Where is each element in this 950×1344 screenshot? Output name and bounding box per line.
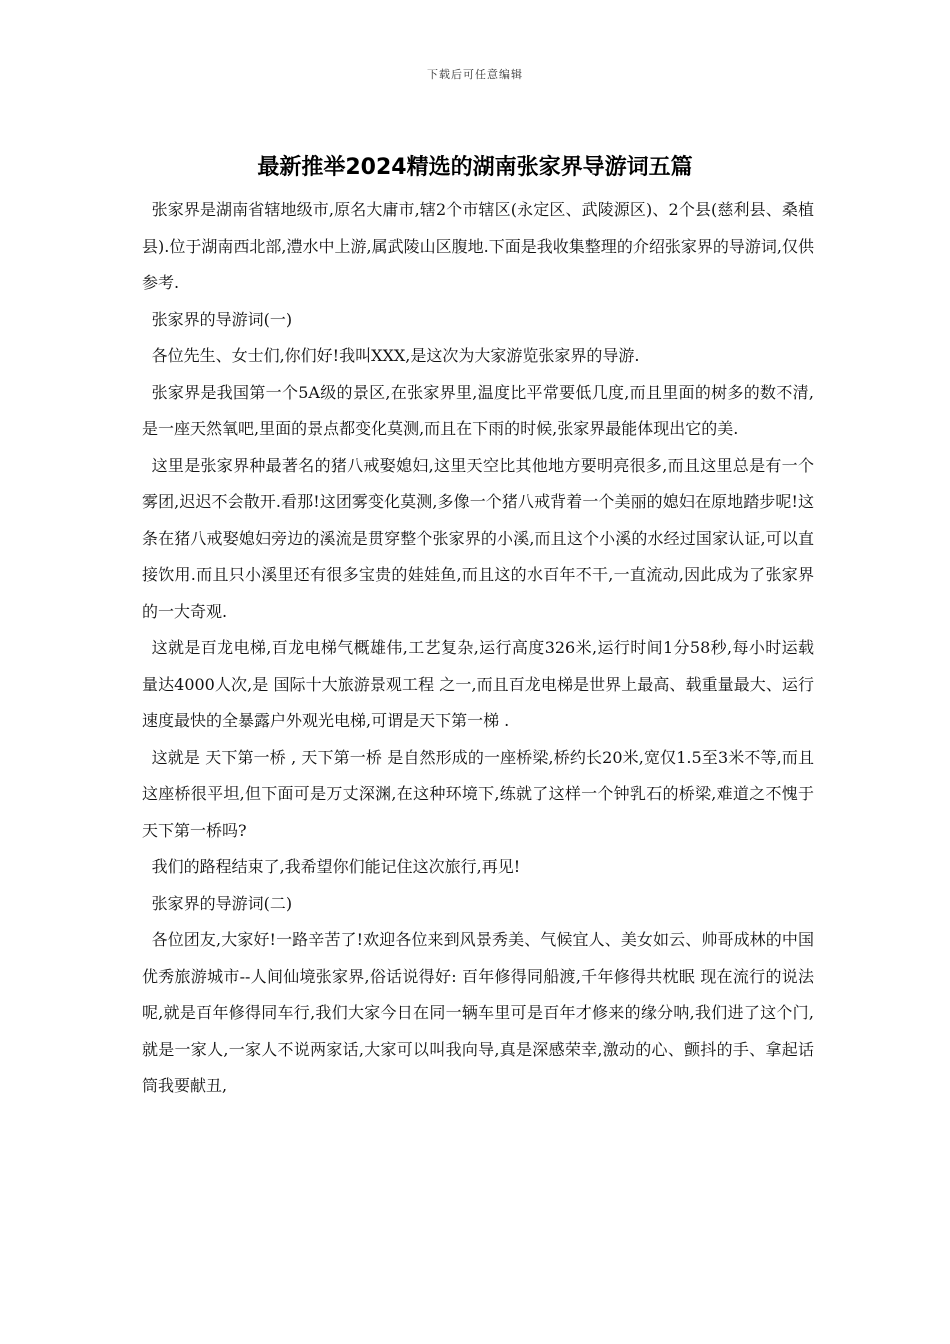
section-heading-2: 张家界的导游词(二) bbox=[151, 893, 293, 913]
header-note: 下载后可任意编辑 bbox=[427, 68, 523, 81]
document-title: 最新推举2024精选的湖南张家界导游词五篇 bbox=[257, 155, 693, 180]
paragraph-greeting: 各位先生、女士们,你们好!我叫XXX,是这次为大家游览张家界的导游. bbox=[151, 346, 640, 365]
paragraph-welcome: 各位团友,大家好!一路辛苦了!欢迎各位来到风景秀美、气候宜人、美女如云、帅哥成林的中国优秀旅游城市--人间仙境张家界,俗话说得好: 百年修得同船渡,千年修得共枕眠 现在流行的说法呢,就是百年修得同车行,我们大家今日在同一辆车里可是百年才修来的缘分呐,我们进了这个门,就是一家人,一家人不说两家话,大家可以叫我向导,真是深感荣幸,激动的心、颤抖的手、拿起话筒我要献丑, bbox=[142, 930, 814, 1095]
paragraph-zhubajie: 这里是张家界种最著名的猪八戒娶媳妇,这里天空比其他地方要明亮很多,而且这里总是有一个雾团,迟迟不会散开.看那!这团雾变化莫测,多像一个猪八戒背着一个美丽的媳妇在原地踏步呢!这条在猪八戒娶媳妇旁边的溪流是贯穿整个张家界的小溪,而且这个小溪的水经过国家认证,可以直接饮用.而且只小溪里还有很多宝贵的娃娃鱼,而且这的水百年不干,一直流动,因此成为了张家界的一大奇观. bbox=[142, 455, 814, 621]
paragraph-bailong-elevator: 这就是百龙电梯,百龙电梯气概雄伟,工艺复杂,运行高度326米,运行时间1分58秒,每小时运载量达4000人次,是 国际十大旅游景观工程 之一,而且百龙电梯是世界上最高、载重量最大、运行速度最快的全暴露户外观光电梯,可谓是天下第一梯 . bbox=[142, 638, 814, 730]
paragraph-farewell: 我们的路程结束了,我希望你们能记住这次旅行,再见! bbox=[151, 857, 521, 876]
section-heading-1: 张家界的导游词(一) bbox=[151, 309, 293, 329]
paragraph-overview: 张家界是我国第一个5A级的景区,在张家界里,温度比平常要低几度,而且里面的树多的数不清,是一座天然氧吧,里面的景点都变化莫测,而且在下雨的时候,张家界最能体现出它的美. bbox=[142, 382, 814, 438]
paragraph-first-bridge: 这就是 天下第一桥 , 天下第一桥 是自然形成的一座桥梁,桥约长20米,宽仅1.5至3米不等,而且这座桥很平坦,但下面可是万丈深渊,在这种环境下,练就了这样一个钟乳石的桥梁,难道之不愧于天下第一桥吗? bbox=[142, 747, 814, 840]
paragraph-intro: 张家界是湖南省辖地级市,原名大庸市,辖2个市辖区(永定区、武陵源区)、2个县(慈利县、桑植县).位于湖南西北部,澧水中上游,属武陵山区腹地.下面是我收集整理的介绍张家界的导游词,仅供参考. bbox=[142, 200, 814, 292]
document-body bbox=[142, 192, 814, 1105]
